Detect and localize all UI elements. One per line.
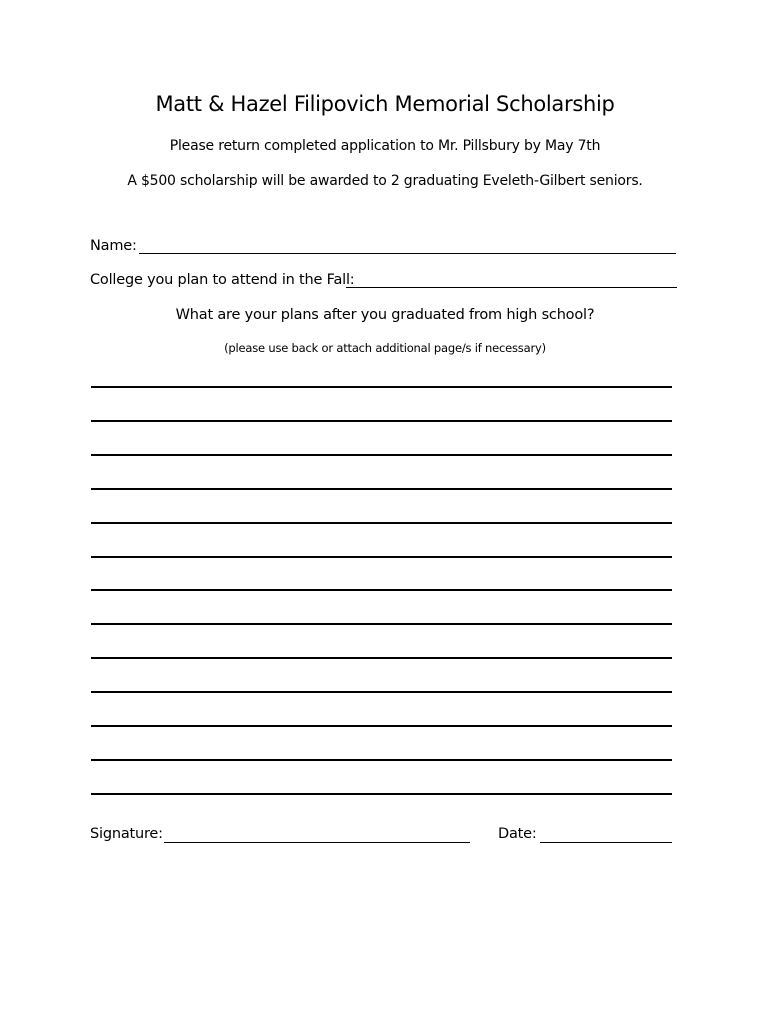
answer-line[interactable]: [91, 623, 672, 625]
form-title: Matt & Hazel Filipovich Memorial Scholarship: [155, 92, 615, 116]
answer-line[interactable]: [91, 454, 672, 456]
signature-field-line[interactable]: [164, 842, 470, 843]
answer-line[interactable]: [91, 386, 672, 388]
signature-label: Signature:: [90, 826, 163, 842]
answer-line[interactable]: [91, 420, 672, 422]
answer-line[interactable]: [91, 725, 672, 727]
college-label: College you plan to attend in the Fall:: [90, 272, 355, 288]
answer-line[interactable]: [91, 488, 672, 490]
name-field-line[interactable]: [139, 253, 676, 254]
date-label: Date:: [498, 826, 537, 842]
answer-line[interactable]: [91, 589, 672, 591]
answer-line[interactable]: [91, 657, 672, 659]
name-label: Name:: [90, 238, 137, 254]
answer-line[interactable]: [91, 691, 672, 693]
date-field-line[interactable]: [540, 842, 672, 843]
award-description: A $500 scholarship will be awarded to 2 graduating Eveleth-Gilbert seniors.: [127, 173, 643, 189]
answer-line[interactable]: [91, 759, 672, 761]
college-field-line[interactable]: [346, 287, 677, 288]
plans-note: (please use back or attach additional page/s if necessary): [224, 341, 546, 355]
answer-line[interactable]: [91, 522, 672, 524]
answer-line[interactable]: [91, 793, 672, 795]
plans-question: What are your plans after you graduated from high school?: [175, 307, 595, 323]
return-instruction: Please return completed application to Mr. Pillsbury by May 7th: [169, 138, 601, 154]
answer-line[interactable]: [91, 556, 672, 558]
